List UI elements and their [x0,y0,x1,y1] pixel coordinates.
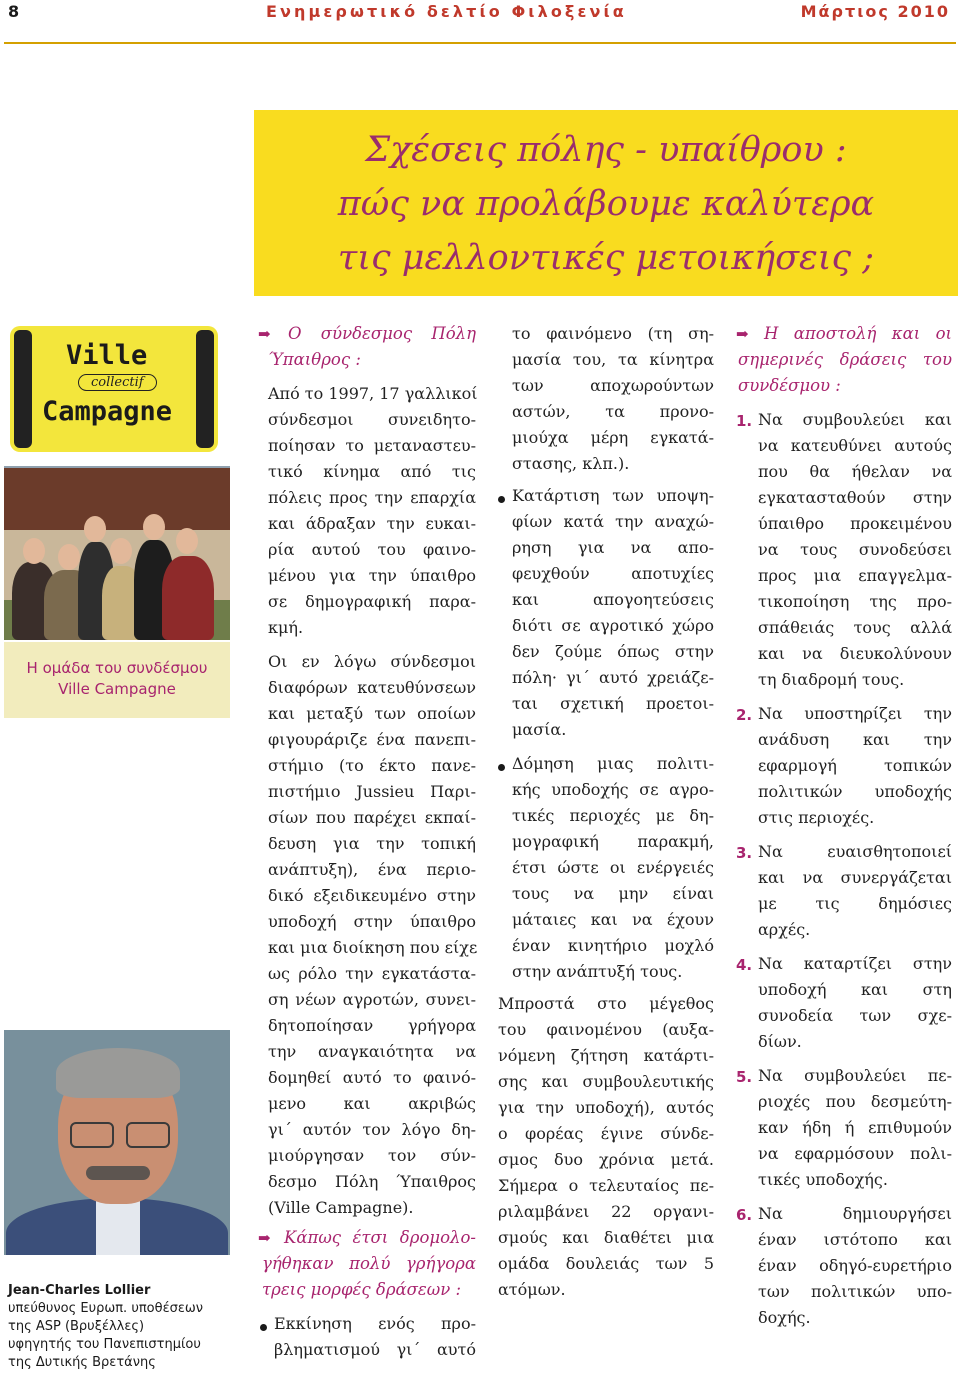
list-number: 2. [736,706,753,724]
paragraph-line: σε δημογραφική παρα- [268,592,476,611]
list-item-line: δίων. [758,1032,802,1051]
bullet-line: στασης, κλπ.). [512,454,630,473]
list-item-line: στις περιοχές. [758,808,875,827]
list-item-line: που θα ήθελαν να [758,462,952,481]
list-item-line: εφαρμογή τοπικών [758,756,952,775]
list-item-line: ριοχές που δεσμεύτη- [758,1092,952,1111]
logo-text: Campagne [42,396,173,427]
caption-line: Η ομάδα του συνδέσμου [26,659,208,677]
bullet-line: ρηση για να απο- [512,538,714,557]
bullet-line: τους να μην είναι [512,884,714,903]
list-item-line: και να διευκολύνουν [758,644,952,663]
bullet-line: φίων κατά την αναχώ- [512,512,714,531]
list-item-line: Να καταρτίζει στην [758,954,952,973]
section-subtitle: τρεις μορφές δράσεων : [262,1280,462,1299]
list-item-line: καν ήδη ή επιθυμούν [758,1118,952,1137]
paragraph-line: του φαινομένου (αυξα- [498,1020,714,1039]
paragraph-line: και μια διοίκηση που είχε [268,938,478,957]
list-item-line: ύπαιθρο προκειμένου [758,514,952,533]
bullet-line: ται σχετική προετοι- [512,694,714,713]
list-number: 5. [736,1068,753,1086]
section-subtitle: γήθηκαν πολύ γρήγορα [262,1254,476,1273]
paragraph-line: γι΄ αυτόν τον λόγο δη- [268,1120,476,1139]
paragraph-line: δομηθεί αυτό το φαινό- [268,1068,476,1087]
text-column-2 [496,0,718,1373]
paragraph-line: ομάδα δουλειάς των 5 [498,1254,714,1273]
paragraph-line: πόλεις προς την επαρχία [268,488,476,507]
list-item-line: αρχές. [758,920,811,939]
list-item-line: τη διαδρομή τους. [758,670,905,689]
bullet-line: μιούχα μέρη εγκατά- [512,428,714,447]
group-photo [4,466,230,640]
section-subtitle: σημερινές δράσεις του [738,350,952,369]
paragraph-line: ανάπτυξη), ένα περιο- [268,860,476,879]
caption-line: της Δυτικής Βρετάνης [8,1355,156,1370]
paragraph-line: πιστήμιο Jussieu Παρι- [268,782,476,801]
bullet-line: κής υποδοχής σε αγρο- [512,780,714,799]
text-column-3 [736,0,956,1373]
bullet-icon [260,1324,267,1331]
section-subtitle: συνδέσμου : [738,376,841,395]
list-item-line: να κατευθύνει αυτούς [758,436,952,455]
title-line: τις μελλοντικές μετοικήσεις ; [337,238,875,278]
arrow-icon: ➡ [258,1229,271,1247]
bullet-line: τικές περιοχές με δη- [512,806,714,825]
paragraph-line: σμος δυο χρόνια μετά. [498,1150,714,1169]
paragraph-line: φιγουράριζε ένα πανεπι- [268,730,476,749]
section-subtitle: Ύπαιθρος : [268,350,361,369]
list-item-line: και να συνεργάζεται [758,868,952,887]
list-item-line: εγκατασταθούν στην [758,488,952,507]
bullet-line: Δόμηση μιας πολιτι- [512,754,714,773]
arrow-icon: ➡ [736,325,749,343]
list-item-line: δοχής. [758,1308,811,1327]
list-number: 1. [736,412,753,430]
person-name: Jean-Charles Lollier [8,1283,151,1298]
logo-text: Ville [66,340,148,371]
paragraph-line: κμή. [268,618,304,637]
title-line: πώς να προλάβουμε καλύτερα [337,184,875,224]
list-number: 3. [736,844,753,862]
logo-roll-left [14,330,32,448]
publication-title: Ενημερωτικό δελτίο Φιλοξενία [266,2,627,21]
bullet-line: μάταιες και να έχουν [512,910,714,929]
paragraph-line: Σήμερα ο τελευταίος πε- [498,1176,714,1195]
bullet-line: Κατάρτιση των υποψη- [512,486,714,505]
paragraph-line: (Ville Campagne). [268,1198,414,1217]
paragraph-line: δητοποίησαν γρήγορα [268,1016,476,1035]
list-item-line: Να συμβουλεύει και [758,410,952,429]
bullet-line: βληματισμού γι΄ αυτό [274,1340,476,1359]
paragraph-line: δεσμο Πόλη Ύπαιθρος [268,1172,476,1191]
paragraph-line: σύνδεσμοι συνειδητο- [268,410,476,429]
paragraph-line: δευση για την τοπική [268,834,476,853]
list-item-line: να τους συνοδεύσει [758,540,952,559]
bullet-line: και απογοητεύσεις [512,590,714,609]
paragraph-line: για την υποδοχή), αυτός [498,1098,714,1117]
caption-line: της ASP (Βρυξέλλες) [8,1319,145,1334]
paragraph-line: ο φορέας έγινε σύνδε- [498,1124,714,1143]
paragraph-line: ατόμων. [498,1280,566,1299]
bullet-line: πόλη· γι΄ αυτό χρειάζε- [512,668,714,687]
list-item-line: με τις δημόσιες [758,894,952,913]
caption-line: υπεύθυνος Ευρωπ. υποθέσεων [8,1301,204,1316]
caption-line: Ville Campagne [58,680,176,698]
paragraph-line: δικό εξειδικευμένο στην [268,886,476,905]
bullet-icon [498,764,505,771]
list-item-line: συνοδεία των σχε- [758,1006,952,1025]
list-item-line: υποδοχή και στη [758,980,952,999]
list-number: 6. [736,1206,753,1224]
list-item-line: Να συμβουλεύει πε- [758,1066,952,1085]
ville-campagne-logo [10,326,218,452]
title-line: Σχέσεις πόλης - υπαίθρου : [365,130,847,170]
issue-date: Μάρτιος 2010 [800,2,950,21]
paragraph-line: ως ρόλο την εγκατάστα- [268,964,476,983]
list-item-line: Να δημιουργήσει [758,1204,952,1223]
list-item-line: πολιτικών υποδοχής [758,782,952,801]
bullet-line: έναν κινητήριο μοχλό [512,936,714,955]
bullet-line: μασία. [512,720,567,739]
portrait-caption [8,1282,238,1372]
paragraph-line: και άδραξαν την ευκαι- [268,514,476,533]
list-item-line: να εφαρμόσουν πολι- [758,1144,952,1163]
paragraph-line: σμούς και διαθέτει μια [498,1228,714,1247]
paragraph-line: σίων που παρέχει εκπαί- [268,808,476,827]
paragraph-line: ποίησαν το μεταναστευ- [268,436,476,455]
bullet-line: μογραφική παρακμή, [512,832,714,851]
paragraph-line: ρία αυτού του φαινο- [268,540,476,559]
list-item-line: Να υποστηρίζει την [758,704,952,723]
bullet-line: στην ανάπτυξή τους. [512,962,683,981]
list-item-line: ανάδυση και την [758,730,952,749]
paragraph-line: νόμενη ζήτηση κατάρτι- [498,1046,714,1065]
logo-roll-right [196,330,214,448]
list-number: 4. [736,956,753,974]
arrow-icon: ➡ [258,325,271,343]
paragraph-line: υποδοχή στην ύπαιθρο [268,912,476,931]
paragraph-line: διαφόρων κατευθύνσεων [268,678,476,697]
paragraph-line: σης και συμβουλευτικής [498,1072,714,1091]
paragraph-line: Μπροστά στο μέγεθος [498,994,714,1013]
bullet-line: των αποχωρούντων [512,376,714,395]
list-item-line: τικές υποδοχής. [758,1170,888,1189]
list-item-line: σπάθειάς τους αλλά [758,618,952,637]
bullet-line: διότι σε αγροτικό χώρο [512,616,714,635]
bullet-line: μασία του, τα κίνητρα [512,350,714,369]
page-number: 8 [8,2,20,21]
paragraph-line: ριλαμβάνει 22 οργανι- [498,1202,714,1221]
paragraph-line: στήμιο (το έκτο πανε- [268,756,476,775]
paragraph-line: Από το 1997, 17 γαλλικοί [268,384,478,403]
paragraph-line: μιούργησαν τον σύν- [268,1146,476,1165]
list-item-line: έναν ιστότοπο και [758,1230,952,1249]
bullet-line: δεν ζούμε όπως στην [512,642,714,661]
paragraph-line: τικό κίνημα από τις [268,462,476,481]
paragraph-line: την αναγκαιότητα να [268,1042,476,1061]
bullet-line: φευχθούν αποτυχίες [512,564,714,583]
paragraph-line: και μεταξύ των οποίων [268,704,476,723]
text-column-1 [258,0,480,1373]
paragraph-line: μενο και ακριβώς [268,1094,476,1113]
bullet-line: Εκκίνηση ενός προ- [274,1314,476,1333]
section-subtitle: Η αποστολή και οι [764,324,952,343]
paragraph-line: μένου για την ύπαιθρο [268,566,476,585]
list-item-line: των πολιτικών υπο- [758,1282,952,1301]
bullet-icon [498,496,505,503]
logo-text: collectif [78,374,157,391]
list-item-line: προς μια επαγγελμα- [758,566,952,585]
paragraph-line: ση νέων αγροτών, συνει- [268,990,476,1009]
list-item-line: τικοποίηση της προ- [758,592,952,611]
caption-line: υφηγητής του Πανεπιστημίου [8,1337,201,1352]
bullet-line: αστών, τα προνο- [512,402,714,421]
section-subtitle: Ο σύνδεσμος Πόλη [288,324,476,343]
list-item-line: έναν οδηγό-ευρετήριο [758,1256,952,1275]
portrait-photo [4,1030,230,1255]
paragraph-line: Οι εν λόγω σύνδεσμοι [268,652,476,671]
bullet-line: έτσι ώστε οι ενέργειές [512,858,714,877]
group-photo-caption [4,642,230,718]
bullet-line: το φαινόμενο (τη ση- [512,324,714,343]
list-item-line: Να ευαισθητοποιεί [758,842,952,861]
section-subtitle: Κάπως έτσι δρομολο- [284,1228,476,1247]
